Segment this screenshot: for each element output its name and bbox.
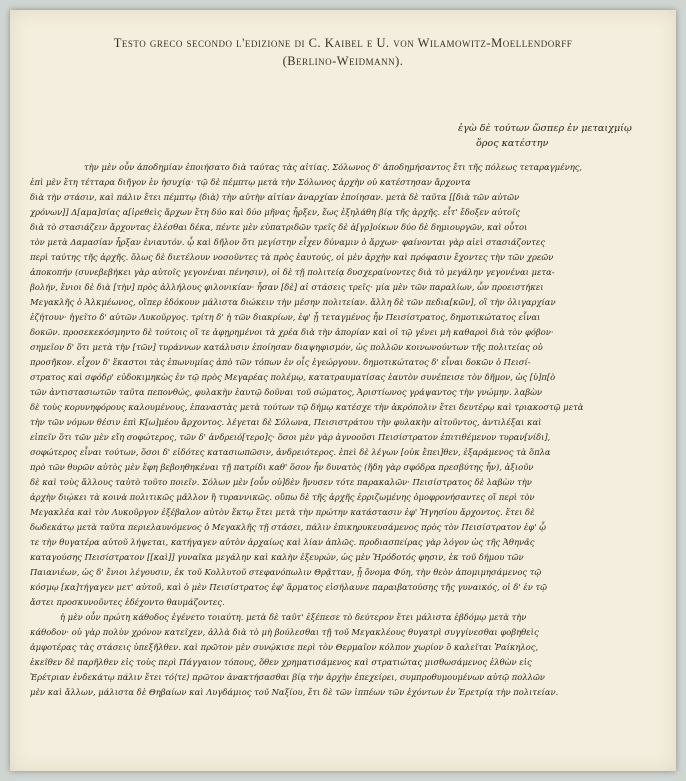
text-line: Ἐρέτριαν ἑνδεκάτῳ πάλιν ἔτει τό⟨τε⟩ πρῶτον ἀνακτήσασθαι βίᾳ τὴν ἀρχὴν ἐπεχείρει, συμπροθυμουμένων αὐτῷ πολλῶν [30,672,545,682]
text-line: ἐπὶ μὲν ἔτη τέτταρα διῆγον ἐν ἡσυχίᾳ· τῷ δὲ πέμπτῳ μετὰ τὴν Σόλωνος ἀρχὴν οὐ κατέστησαν ἄρχοντα [30,177,471,187]
document-page [10,10,676,771]
text-line: σημεῖον δ' ὅτι μετὰ τὴν [τῶν] τυράννων κατάλυσιν ἐποίησαν διαψηφισμόν, ὡς πολλῶν κοινωνούντων τῆς πολιτείας οὐ [30,342,543,352]
text-line: τὴν μὲν οὖν ἀποδημίαν ἐποιήσατο διὰ ταύτας τὰς αἰτίας. Σόλωνος δ' ἀποδημήσαντος ἔτι τῆς πόλεως τεταραγμένης, [84,162,583,172]
text-line: τῶν ἀντιστασιωτῶν ταῦτα πεπονθώς, φυλακὴν ἑαυτῷ δοῦναι τοῦ σώματος, Ἀριστίωνος γράψαντος τὴν γνώμην. λαβὼν [30,387,543,397]
text-line: διὰ τὸ στασιάζειν ἄρχοντας ἑλέσθαι δέκα, πέντε μὲν εὐπατριδῶν τρεῖς δὲ ἀ[γρ]οίκων δύο δὲ δημιουργῶν, καὶ οὗτοι [30,222,528,232]
text-line: ἀρχὴν διῴκει τὰ κοινὰ πολιτικῶς μᾶλλον ἢ τυραννικῶς. οὔπω δὲ τῆς ἀρχῆς ἐρριζωμένης ὁμοφρονήσαντες οἵ περὶ τὸν [30,492,535,502]
text-line: τε τὴν θυγατέρα αὐτοῦ λήψεται, κατήγαγεν αὐτὸν ἀρχαίως καὶ λίαν ἁπλῶς. προδιασπείρας γὰρ λόγον ὡς τῆς Ἀθηνᾶς [30,537,535,547]
text-line: μὲν καὶ ἄλλων, μάλιστα δὲ Θηβαίων καὶ Λυγδάμιος τοῦ Ναξίου, ἔτι δὲ τῶν ἱππέων τῶν ἐχόντων ἐν Ἐρετρίᾳ τὴν πολιτείαν. [30,687,559,697]
text-line: προσῆκον. εἶχον δ' ἕκαστοι τὰς ἐπωνυμίας ἀπὸ τῶν τόπων ἐν οἷς ἐγεώργουν. δημοτικώτατος δ' εἶναι δοκῶν ὁ Πεισί- [30,357,531,367]
text-line: καταγούσης Πεισίστρατον [[καὶ]] γυναῖκα μεγάλην καὶ καλὴν ἐξευρών, ὡς μὲν Ἡρόδοτός φησιν, ἐκ τοῦ δήμου τῶν [30,552,524,562]
text-line: κάθοδον· οὐ γὰρ πολὺν χρόνον κατεῖχεν, ἀλλὰ διὰ τὸ μὴ βούλεσθαι τῇ τοῦ Μεγακλέους θυγατρὶ συγγίνεσθαι φοβηθεὶς [30,627,539,637]
text-line: τὸν μετὰ Δαμασίαν ἦρξαν ἐνιαυτόν. ᾧ καὶ δῆλον ὅτι μεγίστην εἶχεν δύναμιν ὁ ἄρχων· φαίνονται γὰρ αἰεὶ στασιάζοντες [30,237,546,247]
text-line: σοφώτερος εἶναι τούτων, ὅσοι δ' εἰδότες κατασιωπῶσιν, ἀνδρειότερος. ἐπεὶ δὲ λέγων [οὐκ ἔπει]θεν, ἐξαράμενος τὰ ὅπλα [30,447,551,457]
text-line: ἡ μὲν οὖν πρώτη κάθοδος ἐγένετο τοιαύτη. μετὰ δὲ ταῦτ' ἐξέπεσε τὸ δεύτερον ἔτει μάλιστα ἑβδόμῳ μετὰ τὴν [60,612,527,622]
text-line: Μεγακλῆς ὁ Ἀλκμέωνος, οἵπερ ἐδόκουν μάλιστα διώκειν τὴν μέσην πολιτείαν. ἄλλη δὲ τῶν πεδια[κῶν], οἳ τὴν ὀλιγαρχίαν [30,297,556,307]
text-line: Μεγακλέα καὶ τὸν Λυκοῦργον ἐξέβαλον αὐτὸν ἕκτῳ ἔτει μετὰ τὴν πρώτην κατάστασιν ἐφ' Ἡγησίου ἄρχοντος. ἔτει δὲ [30,507,535,517]
text-line: διὰ τὴν στάσιν, καὶ πάλιν ἔτει πέμπτῳ ⟨διὰ⟩ τὴν αὐτὴν αἰτίαν ἀναρχίαν ἐποίησαν. μετὰ δὲ ταῦτα [[διὰ τῶν αὐτῶν [30,192,520,202]
text-line: δὲ τοὺς κορυνηφόρους καλουμένους, ἐπαναστὰς μετὰ τούτων τῷ δήμῳ κατέσχε τὴν ἀκρόπολιν ἔτει δευτέρῳ καὶ τριακοστῷ μετὰ [30,402,584,412]
verse-line-1: ἐγὼ δὲ τούτων ὥσπερ ἐν μεταιχμίῳ [458,123,632,134]
text-line: εἰπεῖν ὅτι τῶν μὲν εἴη σοφώτερος, τῶν δ' ἀνδρειό[τερο]ς· ὅσοι μὲν γὰρ ἀγνοοῦσι Πεισίστρατον ἐπιτιθέμενον τυραν[νίδι], [30,432,551,442]
text-line: ἀμφοτέρας τὰς στάσεις ὑπεξῆλθεν. καὶ πρῶτον μὲν συνῴκισε περὶ τὸν Θερμαῖον κόλπον χωρίον ὃ καλεῖται Ῥαίκηλος, [30,642,539,652]
text-line: πρὸ τῶν θυρῶν αὐτὸς μὲν ἔφη βεβοηθηκέναι τῇ πατρίδι καθ' ὅσον ἦν δυνατὸς (ἤδη γὰρ σφόδρα πρεσβύτης ἦν), ἀξιοῦν [30,462,534,472]
text-line: δοκῶν. προσεκεκόσμηντο δὲ τούτοις οἵ τε ἀφῃρημένοι τὰ χρέα διὰ τὴν ἀπορίαν καὶ οἱ τῷ γένει μὴ καθαροὶ διὰ τὸν φόβον· [30,327,554,337]
text-line: κόσμῳ [κα]τήγαγεν μετ' αὐτοῦ, καὶ ὁ μὲν Πεισίστρατος ἐφ' ἅρματος εἰσήλαυνε παραιβατούσης τῆς γυναικός, οἱ δ' ἐν τῷ [30,582,547,592]
text-line: Παιανιέων, ὡς δ' ἔνιοι λέγουσιν, ἐκ τοῦ Κολλυτοῦ στεφανόπωλιν Θρᾷτταν, ᾗ ὄνομα Φύη, τὴν θεὸν ἀπομιμησάμενος τῷ [30,567,542,577]
text-line: ἀποκοπήν (συνεβεβήκει γὰρ αὐτοῖς γεγονέναι πένησιν), οἱ δὲ τῇ πολιτείᾳ δυσχεραίνοντες διὰ τὸ μεγάλην γεγονέναι μετα- [30,267,555,277]
text-line: περὶ ταύτης τῆς ἀρχῆς. ὅλως δὲ διετέλουν νοσοῦντες τὰ πρὸς ἑαυτούς, οἱ μὲν ἀρχὴν καὶ πρόφασιν ἔχοντες τὴν τῶν χρεῶν [30,252,554,262]
verse-line-2: ὅρος κατέστην [476,138,549,149]
text-line: βολήν, ἔνιοι δὲ διὰ [τὴν] πρὸς ἀλλήλους φιλονικίαν· ἦσαν [δὲ] αἱ στάσεις τρεῖς· μία μὲν τῶν παραλίων, ὧν προειστήκει [30,282,544,292]
header-publisher: (Berlino-Weidmann). [282,54,404,68]
text-line: ἐζήτουν· ἡγεῖτο δ' αὐτῶν Λυκοῦργος. τρίτη δ' ἡ τῶν διακρίων, ἐφ' ᾗ τεταγμένος ἦν Πεισίστρατος, δημοτικώτατος εἶναι [30,312,541,322]
text-line: δωδεκάτῳ μετὰ ταῦτα περιελαυνόμενος ὁ Μεγακλῆς τῇ στάσει, πάλιν ἐπικηρυκευσάμενος πρὸς τὸν Πεισίστρατον ἐφ' ᾧ [30,522,546,532]
text-line: στρατος καὶ σφόδρ' εὐδοκιμηκὼς ἐν τῷ πρὸς Μεγαρέας πολέμῳ, κατατραυματίσας ἑαυτὸν συνέπεισε τὸν δῆμον, ὡς [ὑ]π[ὸ [30,372,556,382]
header-title: Testo greco secondo l'edizione di C. Kaibel e U. von Wilamowitz-Moellendorff [113,36,573,50]
text-line: ἄστει προσκυνοῦντες ἐδέχοντο θαυμάζοντες. [30,597,225,607]
text-line: δὲ καὶ τοὺς ἄλλους ταὐτὸ τοῦτο ποιεῖν. Σόλων μὲν [οὖν οὐ]δὲν ἤνυσεν τότε παρακαλῶν· Πεισίστρατος δὲ λαβὼν τὴν [30,477,532,487]
text-line: ἐκεῖθεν δὲ παρῆλθεν εἰς τοὺς περὶ Πάγγαιον τόπους, ὅθεν χρηματισάμενος καὶ στρατιώτας μισθωσάμενος ἐλθὼν εἰς [30,657,532,667]
text-line: χρόνων]] Δ[αμα]σίας α[ἱρεθεὶς ἄρχων ἔτη δύο καὶ δύο μῆνας ἦρξεν, ἕως ἐξηλάθη βίᾳ τῆς ἀρχῆς. εἶτ' ἔδοξεν αὐτοῖς [30,207,521,217]
text-line: τὴν τῶν νόμων θέσιν ἐπὶ Κ[ω]μέου ἄρχοντος. λέγεται δὲ Σόλωνα, Πεισιστράτου τὴν φυλακὴν αἰτοῦντος, ἀντιλέξαι καὶ [30,417,542,427]
greek-text-body [30,160,660,700]
